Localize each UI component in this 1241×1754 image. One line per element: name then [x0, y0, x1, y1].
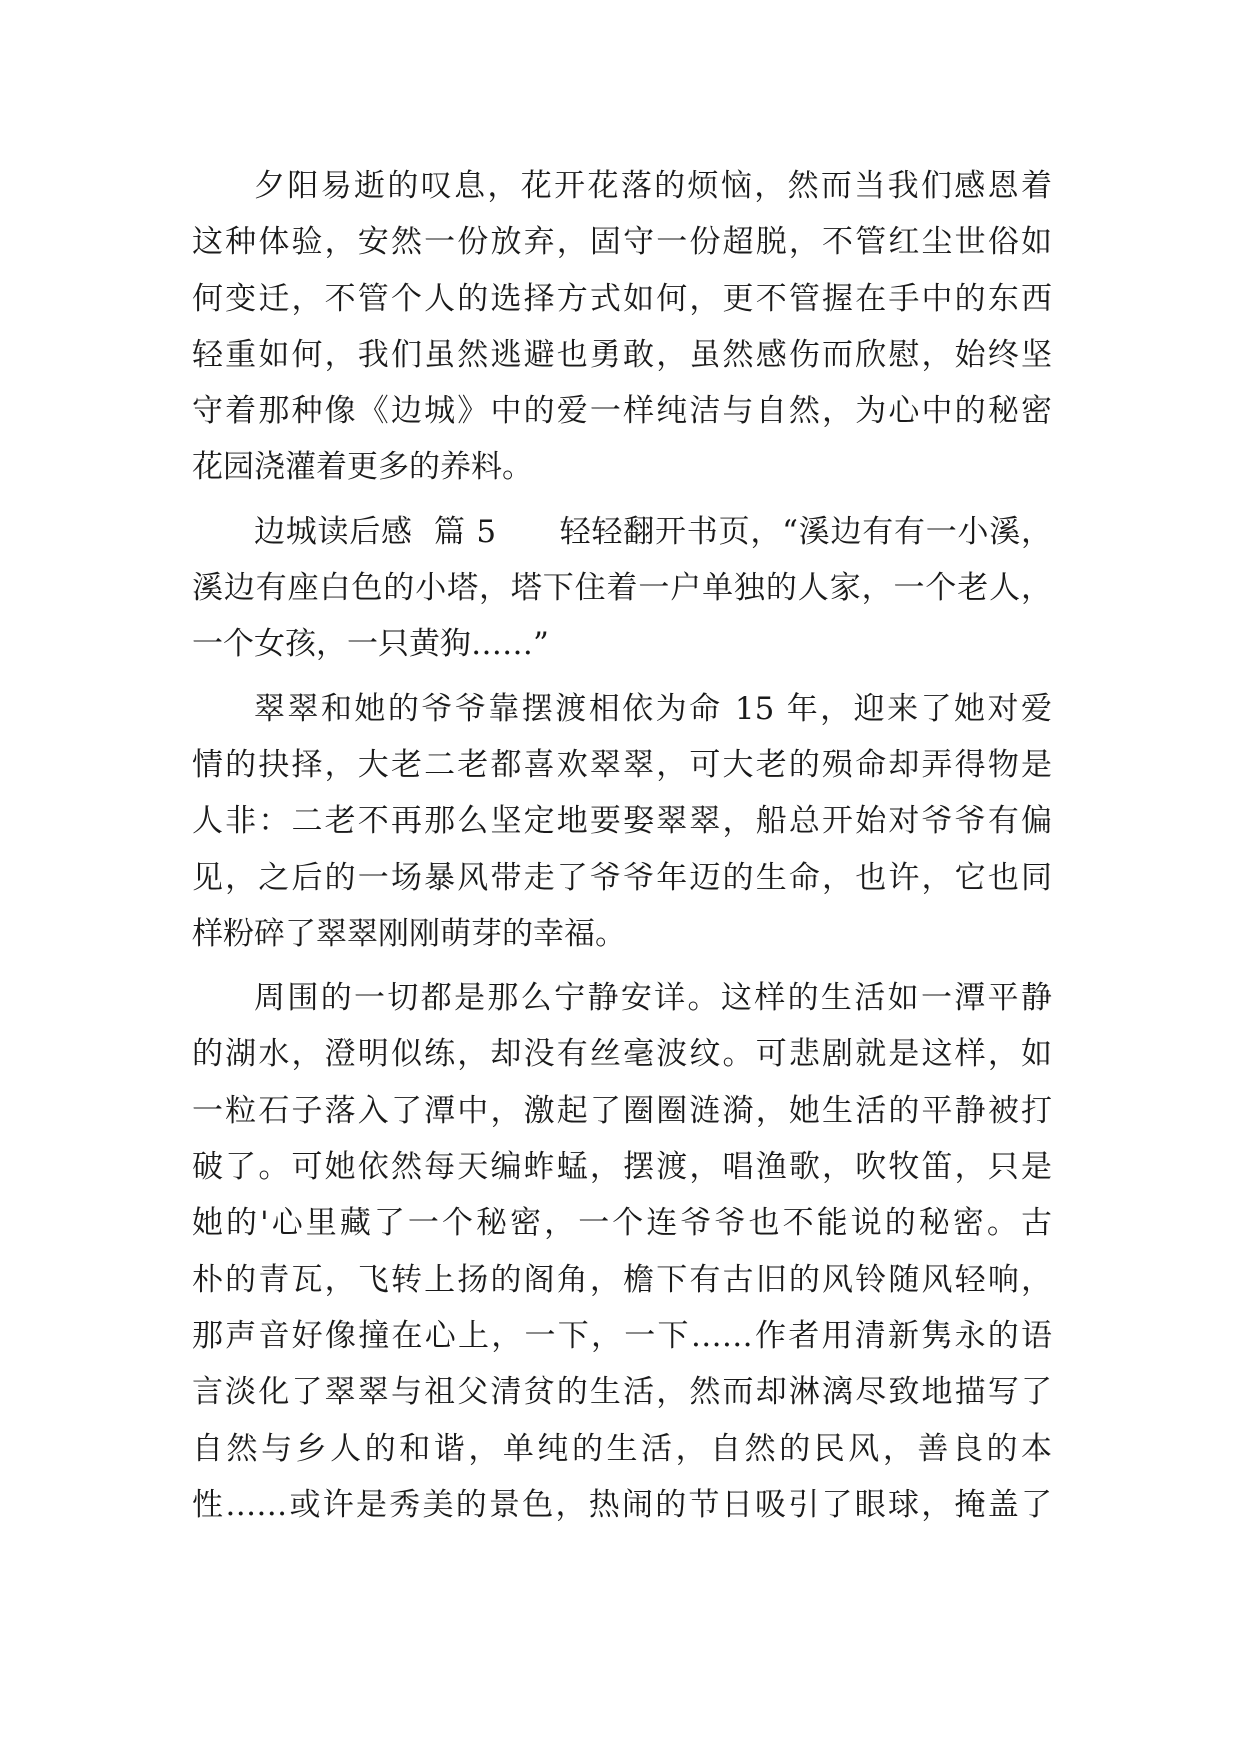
paragraph-gap	[192, 673, 1052, 681]
paragraph-3-line-1: 翠翠和她的爷爷靠摆渡相依为命 15 年，迎来了她对爱	[254, 690, 1052, 727]
paragraph-4-line-2: 的湖水，澄明似练，却没有丝毫波纹。可悲剧就是这样，如	[192, 1036, 1052, 1073]
paragraph-3-line-2: 情的抉择，大老二老都喜欢翠翠，可大老的殒命却弄得物是	[192, 746, 1052, 783]
paragraph-1-line-5: 守着那种像《边城》中的爱一样纯洁与自然，为心中的秘密	[192, 393, 1052, 430]
paragraph-1-line-4: 轻重如何，我们虽然逃避也勇敢，虽然感伤而欣慰，始终坚	[192, 336, 1052, 373]
paragraph-gap	[192, 496, 1052, 504]
paragraph-3-line-5: 样粉碎了翠翠刚刚萌芽的幸福。	[192, 915, 626, 952]
paragraph-2-line-3: 一个女孩，一只黄狗……”	[192, 626, 549, 663]
paragraph-4-line-7: 那声音好像撞在心上，一下，一下……作者用清新隽永的语	[192, 1317, 1052, 1354]
paragraph-4-line-9: 自然与乡人的和谐，单纯的生活，自然的民风，善良的本	[192, 1430, 1052, 1467]
paragraph-4-line-1: 周围的一切都是那么宁静安详。这样的生活如一潭平静	[254, 980, 1052, 1017]
paragraph-3-line-3: 人非：二老不再那么坚定地要娶翠翠，船总开始对爷爷有偏	[192, 803, 1052, 840]
paragraph-1-line-2: 这种体验，安然一份放弃，固守一份超脱，不管红尘世俗如	[192, 224, 1052, 261]
paragraph-2-line-2: 溪边有座白色的小塔，塔下住着一户单独的人家，一个老人，	[192, 570, 1052, 607]
paragraph-4-line-3: 一粒石子落入了潭中，激起了圈圈涟漪，她生活的平静被打	[192, 1092, 1052, 1129]
paragraph-1-line-6: 花园浇灌着更多的养料。	[192, 449, 533, 486]
paragraph-3-line-4: 见，之后的一场暴风带走了爷爷年迈的生命，也许，它也同	[192, 859, 1052, 896]
paragraph-4-line-5: 她的'心里藏了一个秘密，一个连爷爷也不能说的秘密。古	[192, 1205, 1052, 1242]
paragraph-gap	[192, 962, 1052, 970]
paragraph-1-line-3: 何变迁，不管个人的选择方式如何，更不管握在手中的东西	[192, 280, 1052, 317]
paragraph-4-line-10: 性……或许是秀美的景色，热闹的节日吸引了眼球，掩盖了	[192, 1486, 1052, 1523]
paragraph-2-line-1: 边城读后感 篇 5 轻轻翻开书页，“溪边有有一小溪，	[254, 513, 1052, 550]
paragraph-1-line-1: 夕阳易逝的叹息，花开花落的烦恼，然而当我们感恩着	[254, 168, 1052, 204]
paragraph-4-line-8: 言淡化了翠翠与祖父清贫的生活，然而却淋漓尽致地描写了	[192, 1374, 1052, 1411]
paragraph-4-line-4: 破了。可她依然每天编蚱蜢，摆渡，唱渔歌，吹牧笛，只是	[192, 1149, 1052, 1186]
body-text	[192, 158, 1052, 1533]
paragraph-4-line-6: 朴的青瓦，飞转上扬的阁角，檐下有古旧的风铃随风轻响，	[192, 1261, 1052, 1298]
